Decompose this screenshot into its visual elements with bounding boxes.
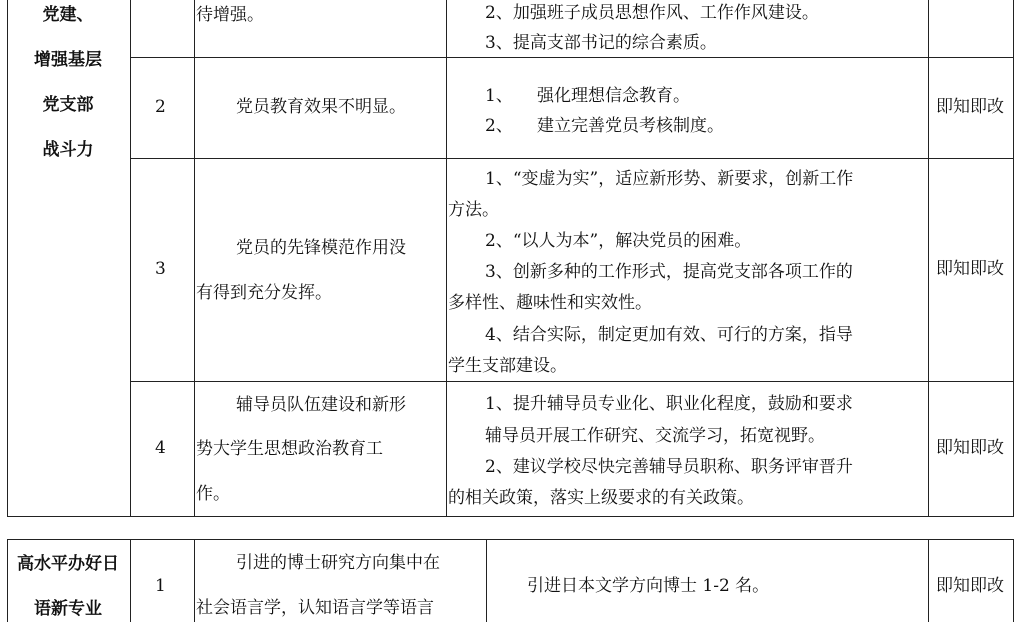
category-label: 增强基层 — [34, 50, 102, 70]
problem-text: 社会语言学，认知语言学等语言 — [196, 598, 434, 618]
measure-line: 1、“变虚为实”，适应新形势、新要求，创新工作 — [485, 169, 854, 189]
rectification-period: 即知即改 — [936, 259, 1004, 279]
measure-line: 3、创新多种的工作形式，提高党支部各项工作的 — [485, 262, 853, 282]
problem-text: 引进的博士研究方向集中在 — [236, 553, 440, 573]
problem-text: 有得到充分发挥。 — [196, 283, 332, 303]
measure-line: 1、提升辅导员专业化、职业化程度，鼓励和要求 — [485, 394, 853, 414]
rectification-period: 即知即改 — [936, 97, 1004, 117]
measure-line: 2、 — [485, 116, 513, 136]
measure-line: 方法。 — [448, 200, 499, 220]
measure-line: 3、提高支部书记的综合素质。 — [485, 33, 717, 53]
problem-text: 党员的先锋模范作用没 — [236, 238, 406, 258]
category-label: 战斗力 — [42, 140, 94, 160]
problem-text: 党员教育效果不明显。 — [236, 97, 406, 117]
category-label: 党支部 — [42, 95, 94, 115]
rectification-period: 即知即改 — [936, 576, 1004, 596]
measure-line: 的相关政策，落实上级要求的有关政策。 — [448, 488, 754, 508]
measure-line: 1、 — [485, 86, 513, 106]
column-divider — [486, 539, 487, 622]
column-divider — [928, 539, 929, 622]
column-divider — [194, 0, 195, 517]
row-divider — [130, 158, 1014, 159]
measure-line: 2、建议学校尽快完善辅导员职称、职务评审晋升 — [485, 457, 853, 477]
rectification-period: 即知即改 — [936, 438, 1004, 458]
row-number: 3 — [155, 259, 166, 279]
table-border-right — [1013, 0, 1014, 517]
row-number: 1 — [155, 576, 166, 596]
column-divider — [446, 0, 447, 517]
table-border-top — [7, 539, 1014, 540]
table-border-left — [7, 0, 8, 517]
category-label: 高水平办好日 — [17, 554, 119, 574]
measure-line: 多样性、趣味性和实效性。 — [448, 293, 652, 313]
row-divider — [130, 57, 1014, 58]
measure-line: 4、结合实际，制定更加有效、可行的方案，指导 — [485, 325, 853, 345]
measure-line: 强化理想信念教育。 — [537, 86, 690, 106]
category-label: 党建、 — [42, 5, 94, 25]
column-divider — [130, 539, 131, 622]
row-number: 4 — [155, 438, 166, 458]
row-divider — [130, 381, 1014, 382]
measure-line: 学生支部建设。 — [448, 356, 567, 376]
column-divider — [130, 0, 131, 517]
problem-text: 辅导员队伍建设和新形 — [236, 395, 406, 415]
table-border-right — [1013, 539, 1014, 622]
row-number: 2 — [155, 97, 166, 117]
category-label: 语新专业 — [34, 599, 102, 619]
problem-text: 待增强。 — [196, 5, 264, 25]
problem-text: 势大学生思想政治教育工 — [196, 439, 383, 459]
measure-line: 建立完善党员考核制度。 — [537, 116, 724, 136]
problem-text: 作。 — [196, 484, 230, 504]
column-divider — [194, 539, 195, 622]
table-border-bottom — [7, 516, 1014, 517]
measure-text: 引进日本文学方向博士 1-2 名。 — [527, 576, 770, 596]
measure-line: 2、“以人为本”，解决党员的困难。 — [485, 231, 752, 251]
measure-line: 2、加强班子成员思想作风、工作作风建设。 — [485, 3, 819, 23]
column-divider — [928, 0, 929, 517]
measure-line: 辅导员开展工作研究、交流学习，拓宽视野。 — [485, 426, 825, 446]
